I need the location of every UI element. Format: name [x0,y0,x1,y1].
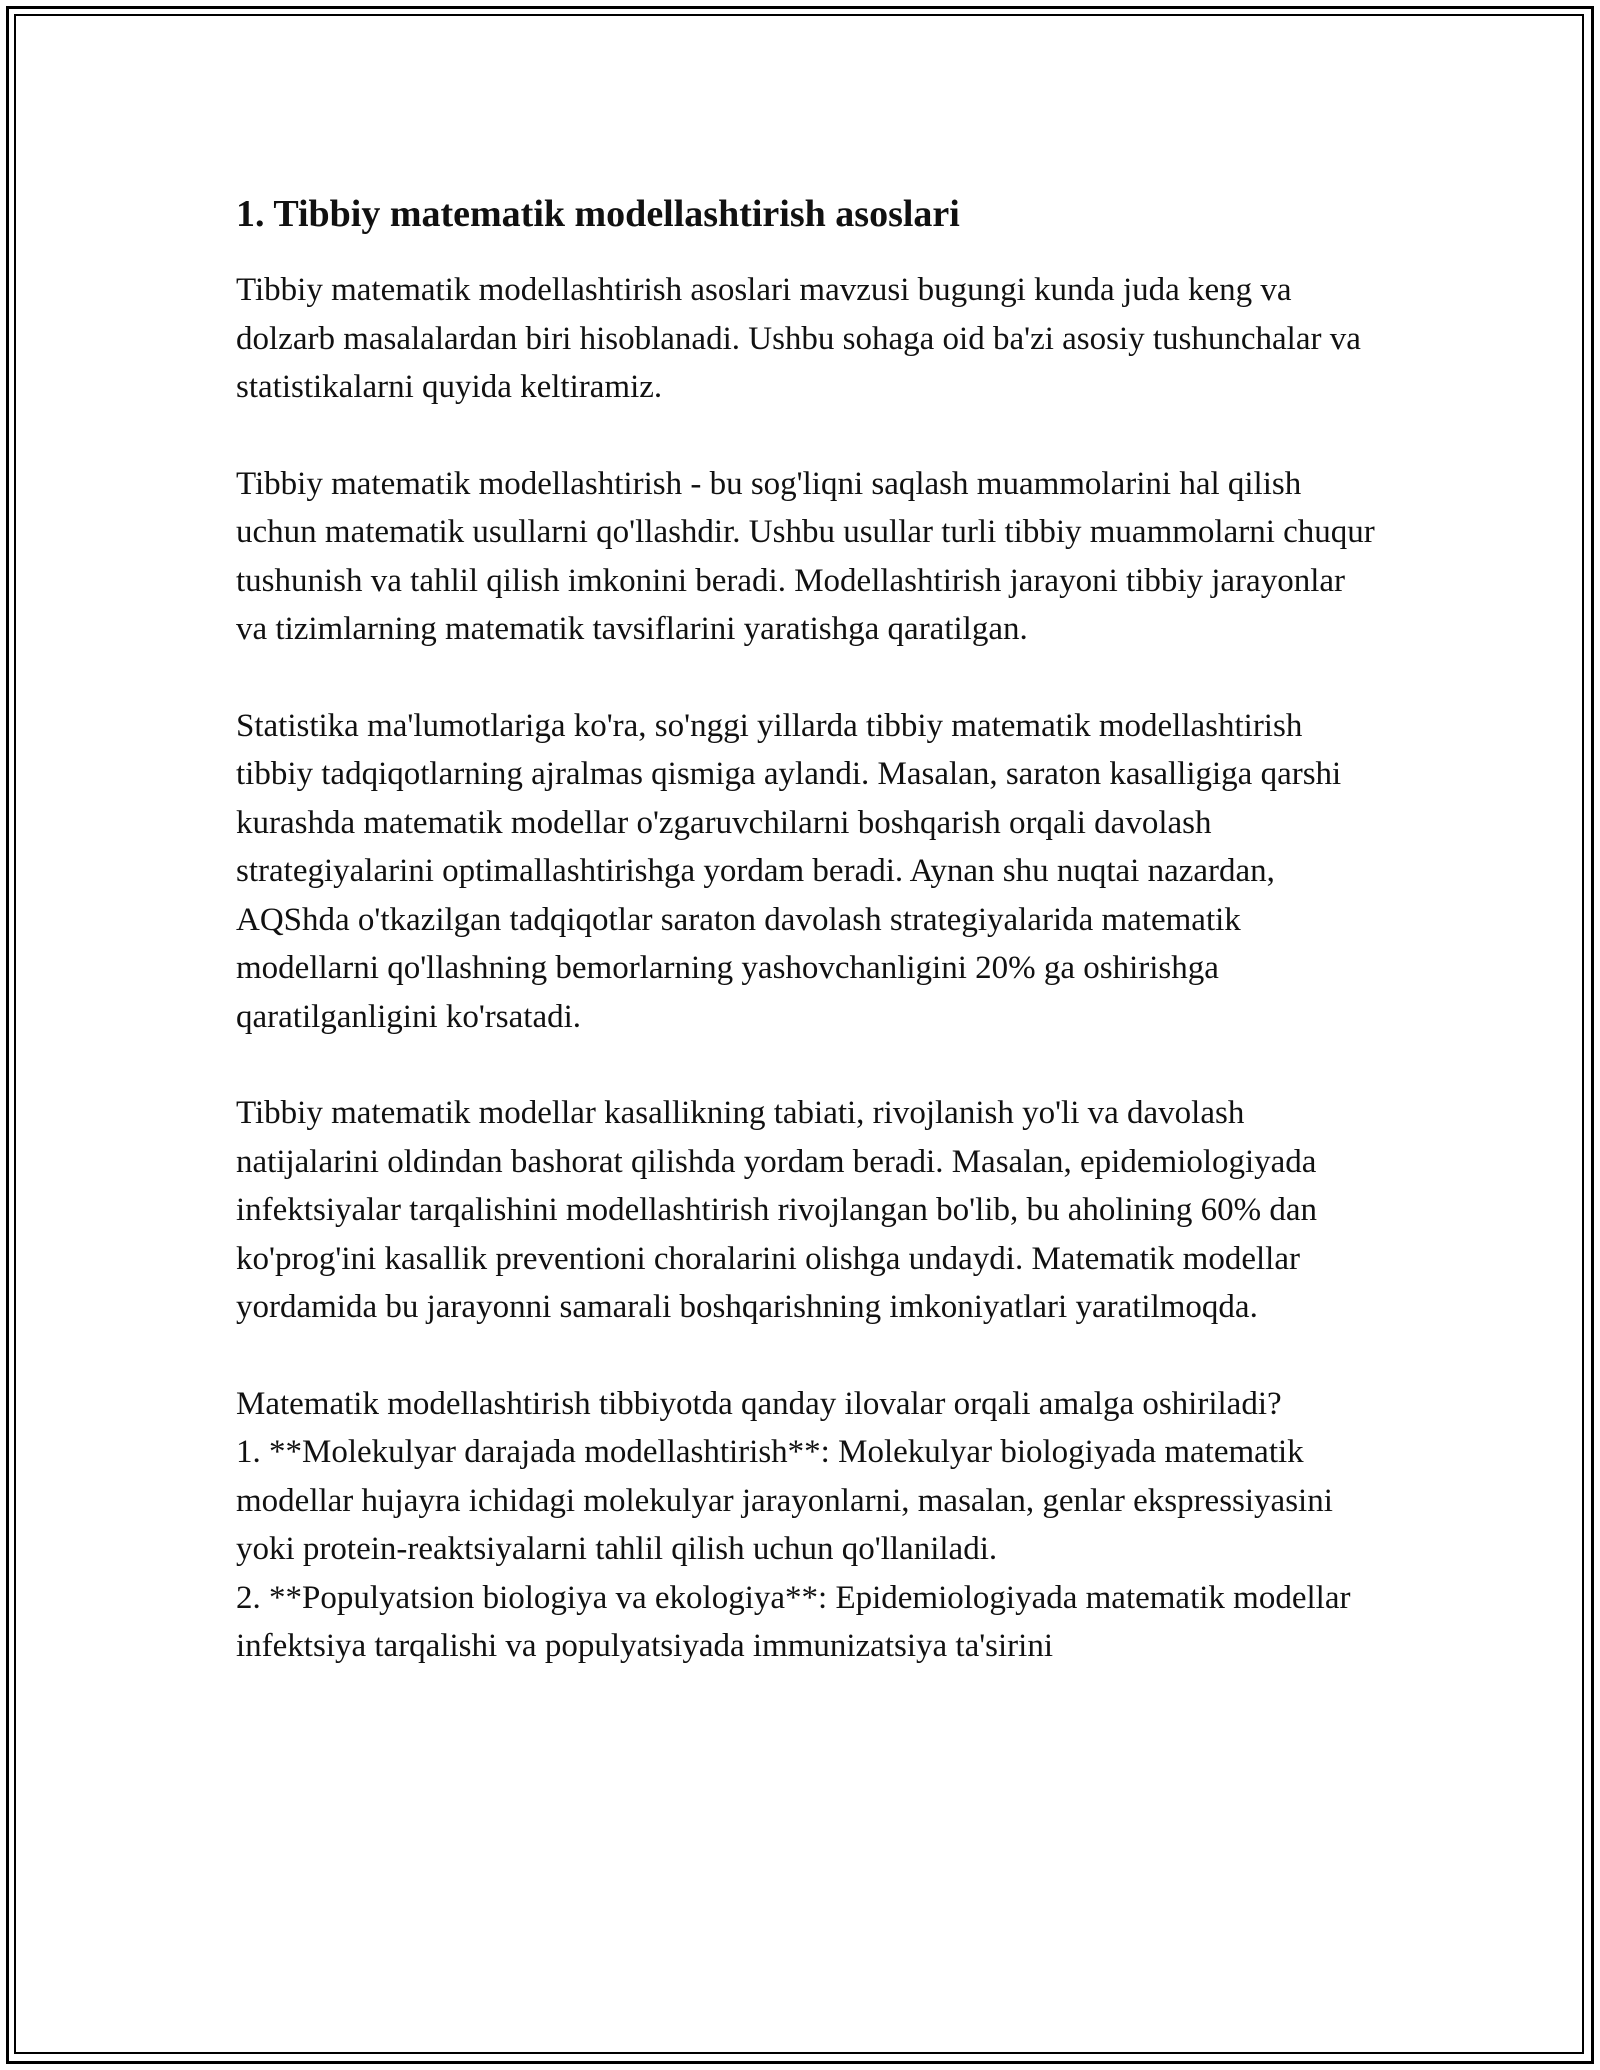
applications-list [236,1380,1376,1671]
section-title: 1. Tibbiy matematik modellashtirish asoslari [236,193,960,235]
applications-question: Matematik modellashtirish tibbiyotda qanday ilovalar orqali amalga oshiriladi? [236,1385,1282,1422]
paragraph-statistics: Statistika ma'lumotlariga ko'ra, so'nggi yillarda tibbiy matematik modellashtirish tibbiy tadqiqotlarning ajralmas qismiga aylandi. Masalan, saraton kasalligiga qarshi kurashda matematik modellar o'zgaruvchilarni boshqarish orqali davolash strategiyalarini optimallashtirishga yordam beradi. Aynan shu nuqtai nazardan, AQShda o'tkazilgan tadqiqotlar saraton davolash strategiyalarida matematik modellarni qo'llashning bemorlarning yashovchanligini 20% ga oshirishga qaratilganligini ko'rsatadi. [236,707,1342,1035]
paragraph-intro: Tibbiy matematik modellashtirish asoslari mavzusi bugungi kunda juda keng va dolzarb masalalardan biri hisoblanadi. Ushbu sohaga oid ba'zi asosiy tushunchalar va statistikalarni quyida keltiramiz. [236,272,1361,405]
list-item-molecular: 1. **Molekulyar darajada modellashtirish**: Molekulyar biologiyada matematik modellar hujayra ichidagi molekulyar jarayonlarni, masalan, genlar ekspressiyasini yoki protein-reaktsiyalarni tahlil qilish uchun qo'llaniladi. [236,1434,1333,1567]
paragraph-definition: Tibbiy matematik modellashtirish - bu sog'liqni saqlash muammolarini hal qilish uchun matematik usullarni qo'llashdir. Ushbu usullar turli tibbiy muammolarni chuqur tushunish va tahlil qilish imkonini beradi. Modellashtirish jarayoni tibbiy jarayonlar va tizimlarning matematik tavsiflarini yaratishga qaratilgan. [236,465,1375,647]
document-body [236,188,1376,1671]
list-item-population: 2. **Populyatsion biologiya va ekologiya**: Epidemiologiyada matematik modellar infektsiya tarqalishi va populyatsiyada immunizatsiya ta'sirini [236,1579,1351,1664]
paragraph-prediction: Tibbiy matematik modellar kasallikning tabiati, rivojlanish yo'li va davolash natijalarini oldindan bashorat qilishda yordam beradi. Masalan, epidemiologiyada infektsiyalar tarqalishini modellashtirish rivojlangan bo'lib, bu aholining 60% dan ko'prog'ini kasallik preventioni choralarini olishga undaydi. Matematik modellar yordamida bu jarayonni samarali boshqarishning imkoniyatlari yaratilmoqda. [236,1095,1317,1325]
